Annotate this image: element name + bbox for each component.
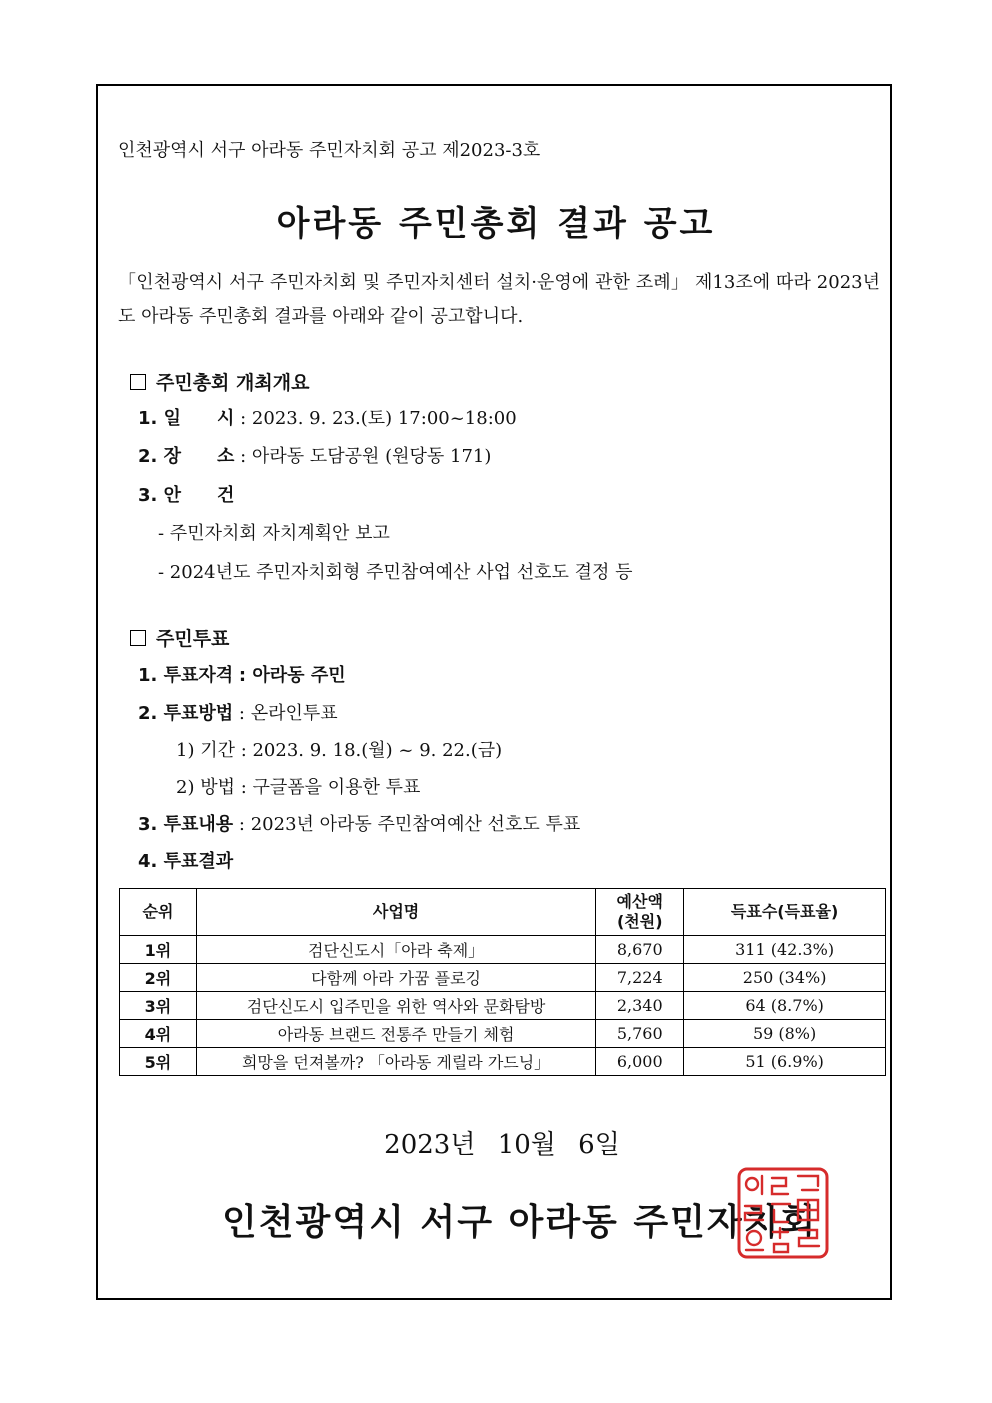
header-project: 사업명 bbox=[196, 889, 595, 936]
vote-method-value: : 온라인투표 bbox=[238, 703, 338, 724]
vote-eligibility-label: 1. 투표자격 bbox=[138, 665, 234, 686]
assembly-place-label: 2. 장 소 bbox=[138, 446, 235, 467]
vote-content-value: : 2023년 아라동 주민참여예산 선호도 투표 bbox=[238, 814, 581, 835]
vote-content-label: 3. 투표내용 bbox=[138, 814, 234, 835]
cell-project: 검단신도시 입주민을 위한 역사와 문화탐방 bbox=[196, 992, 595, 1020]
assembly-date-row bbox=[138, 404, 517, 430]
table-row bbox=[120, 992, 886, 1020]
cell-budget: 6,000 bbox=[596, 1048, 684, 1076]
cell-rank: 2위 bbox=[120, 964, 197, 992]
agenda-row bbox=[138, 481, 234, 507]
official-seal-icon bbox=[736, 1166, 830, 1260]
vote-means: 2) 방법 : 구글폼을 이용한 투표 bbox=[176, 777, 421, 798]
cell-rank: 4위 bbox=[120, 1020, 197, 1048]
header-budget-line2: (천원) bbox=[616, 912, 663, 931]
cell-rank: 5위 bbox=[120, 1048, 197, 1076]
header-budget bbox=[596, 889, 684, 936]
cell-rank: 3위 bbox=[120, 992, 197, 1020]
cell-votes: 64 (8.7%) bbox=[684, 992, 886, 1020]
vote-content-row bbox=[138, 810, 580, 836]
table-row bbox=[120, 964, 886, 992]
checkbox-square-icon bbox=[130, 630, 146, 646]
cell-votes: 51 (6.9%) bbox=[684, 1048, 886, 1076]
vote-method-row bbox=[138, 699, 338, 725]
section-heading-vote bbox=[130, 624, 229, 651]
cell-budget: 2,340 bbox=[596, 992, 684, 1020]
section-heading-assembly bbox=[130, 368, 309, 395]
agenda-item: - 주민자치회 자치계획안 보고 bbox=[158, 523, 390, 544]
table-row bbox=[120, 1020, 886, 1048]
table-row bbox=[120, 936, 886, 964]
cell-votes: 250 (34%) bbox=[684, 964, 886, 992]
header-votes: 득표수(득표율) bbox=[684, 889, 886, 936]
assembly-date-label: 1. 일 시 bbox=[138, 408, 235, 429]
page-title: 아라동 주민총회 결과 공고 bbox=[276, 204, 716, 244]
vote-results-row bbox=[138, 847, 233, 873]
intro-paragraph: 「인천광역시 서구 주민자치회 및 주민자치센터 설치·운영에 관한 조례」 제13조에 따라 2023년도 아라동 주민총회 결과를 아래와 같이 공고합니다. bbox=[118, 272, 880, 327]
header-budget-line1: 예산액 bbox=[616, 892, 663, 911]
section-heading-label: 주민투표 bbox=[156, 628, 230, 650]
vote-results-label: 4. 투표결과 bbox=[138, 851, 234, 872]
cell-rank: 1위 bbox=[120, 936, 197, 964]
checkbox-square-icon bbox=[130, 374, 146, 390]
cell-budget: 8,670 bbox=[596, 936, 684, 964]
cell-project: 다함께 아라 가꿈 플로깅 bbox=[196, 964, 595, 992]
issue-date: 2023년 10월 6일 bbox=[384, 1130, 620, 1160]
cell-project: 희망을 던져볼까? 「아라동 게릴라 가드닝」 bbox=[196, 1048, 595, 1076]
vote-method-label: 2. 투표방법 bbox=[138, 703, 234, 724]
cell-budget: 7,224 bbox=[596, 964, 684, 992]
table-row bbox=[120, 1048, 886, 1076]
cell-project: 검단신도시「아라 축제」 bbox=[196, 936, 595, 964]
assembly-place-value: : 아라동 도담공원 (원당동 171) bbox=[240, 446, 492, 467]
vote-eligibility-value: : 아라동 주민 bbox=[238, 665, 346, 686]
cell-budget: 5,760 bbox=[596, 1020, 684, 1048]
section-heading-label: 주민총회 개최개요 bbox=[156, 372, 310, 394]
cell-votes: 59 (8%) bbox=[684, 1020, 886, 1048]
cell-project: 아라동 브랜드 전통주 만들기 체험 bbox=[196, 1020, 595, 1048]
vote-period: 1) 기간 : 2023. 9. 18.(월) ~ 9. 22.(금) bbox=[176, 740, 503, 761]
organization-name: 인천광역시 서구 아라동 주민자치회 bbox=[222, 1202, 818, 1243]
agenda-label: 3. 안 건 bbox=[138, 485, 235, 506]
table-header-row bbox=[120, 889, 886, 936]
header-rank: 순위 bbox=[120, 889, 197, 936]
cell-votes: 311 (42.3%) bbox=[684, 936, 886, 964]
notice-number: 인천광역시 서구 아라동 주민자치회 공고 제2023-3호 bbox=[118, 140, 541, 161]
assembly-place-row bbox=[138, 442, 491, 468]
results-table bbox=[119, 888, 886, 1076]
agenda-item: - 2024년도 주민자치회형 주민참여예산 사업 선호도 결정 등 bbox=[158, 562, 633, 583]
vote-eligibility-row bbox=[138, 661, 346, 687]
assembly-date-value: : 2023. 9. 23.(토) 17:00~18:00 bbox=[240, 408, 517, 429]
